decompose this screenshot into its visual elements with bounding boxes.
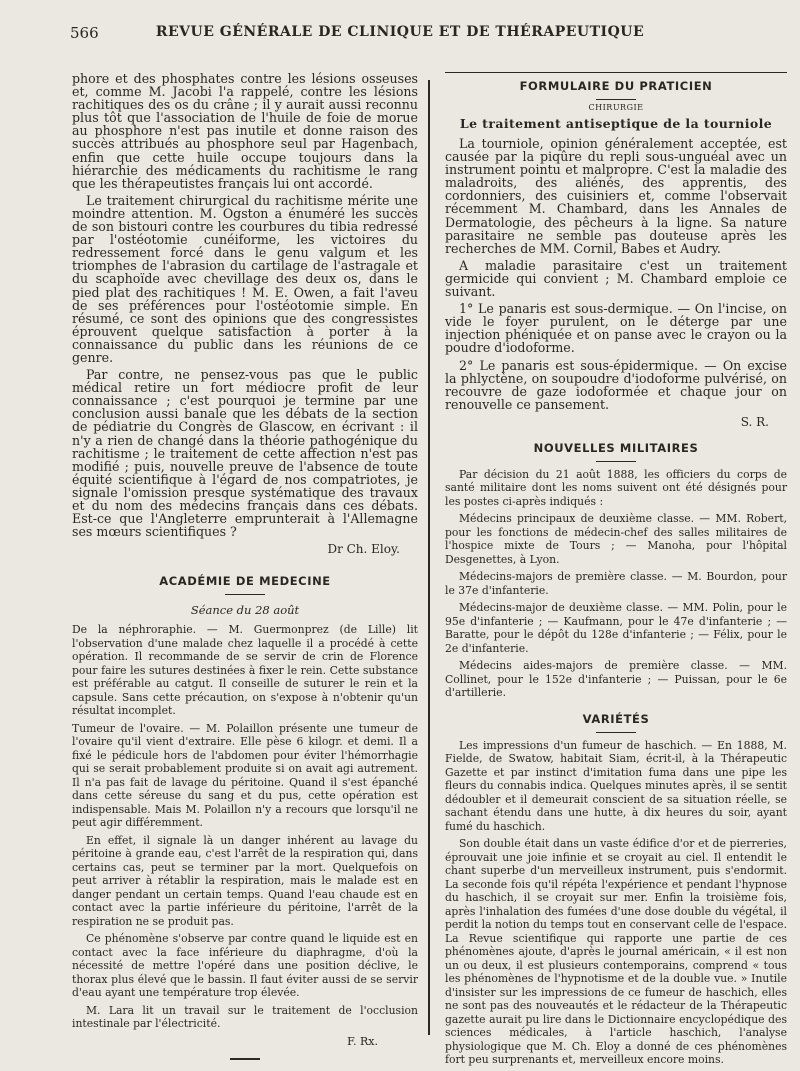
paragraph: La tourniole, opinion généralement acceptée, est causée par la piqûre du repli sous-unguéal avec un instrument pointu et malpropre. C'est la maladie des maladroits, des aliénés, des apprentis, des cordonniers, des cuisiniers et, comme l'observait récemment M. Chambard, dans les Annales de Dermatologie, des pêcheurs à la ligne. Sa nature parasitaire ne semble pas douteuse après les recherches de MM. Cornil, Babes et Audry. xyxy=(445,136,787,256)
section-heading-militaires: NOUVELLES MILITAIRES xyxy=(533,440,699,455)
paragraph: Son double était dans un vaste édifice d'or et de pierreries, éprouvait une joie infinie et se croyait au ciel. Il entendit le chant superbe d'un merveilleux instrument, puis s'endormit. La seconde fois qu'il répéta l'expérience et pendant l'hypnose du haschich, il se croyait sur mer. Enfin la troisième fois, après l'inhalation des fumées d'une dose double du végétal, il perdit la notion du temps tout en conservant celle de l'espace. La Revue scientifique qui rapporte une partie de ces phénomènes ajoute, d'après le journal américain, « il est non un ou deux, il est plusieurs contemporains, comprend « tous les phénomènes de l'hypnotisme et de la double vue. » Inutile d'insister sur les impressions de ce fumeur de haschich, elles ne sont pas des nouveautés et le rédacteur de la Thérapeutic gazette aurait pu lire dans le Dictionnaire encyclopédique des sciences médicales, à l'article haschich, l'analyse physiologique que M. Ch. Eloy a donné de ces phénomènes fort peu surprenants et, merveilleux encore moins. xyxy=(445,837,787,1067)
divider xyxy=(445,72,787,73)
paragraph: Le traitement chirurgical du rachitisme mérite une moindre attention. M. Ogston a énuméré les succès de son bistouri contre les courbures du tibia redressé par l'ostéotomie cunéiforme, les victoires du redressement forcé dans le genu valgum et les triomphes de l'abrasion du cartilage de l'astragale et du scaphoïde avec chevillage des deux os, dans le pied plat des rachitiques ! M. E. Owen, a fait l'aveu de ses préférences pour l'ostéotomie simple. En résumé, ce sont des opinions que des congressistes éprouvent quelque satisfaction à porter à la connaissance du public dans les réunions de ce genre. xyxy=(72,192,418,365)
paragraph: De la néphroraphie. — M. Guermonprez (de Lille) lit l'observation d'une malade chez laquelle il a procédé à cette opération. Il recommande de se servir de crin de Florence pour faire les sutures destinées à fixer le rein. Cette substance est préférable au catgut. Il conseille de suturer le rein et la capsule. Sans cette précaution, on s'expose à n'obtenir qu'un résultat incomplet. xyxy=(72,623,418,718)
paragraph: Médecins aides-majors de première classe. — MM. Collinet, pour le 152e d'infanterie ; — Puissan, pour le 6e d'artillerie. xyxy=(445,659,787,700)
end-ornament xyxy=(230,1058,260,1060)
left-column xyxy=(72,72,418,1060)
divider xyxy=(225,594,265,595)
signature: Dr Ch. Eloy. xyxy=(327,542,400,557)
article-title: Le traitement antiseptique de la tourniole xyxy=(459,116,773,131)
divider xyxy=(596,99,636,100)
divider xyxy=(596,732,636,733)
page-number: 566 xyxy=(70,24,99,42)
section-heading-formulaire: FORMULAIRE DU PRATICIEN xyxy=(519,79,713,93)
paragraph: Tumeur de l'ovaire. — M. Polaillon présente une tumeur de l'ovaire qu'il vient d'extraire. Elle pèse 6 kilogr. et demi. Il a fixé le pédicule hors de l'abdomen pour éviter l'hémorrhagie qui se serait probablement produite si on avait agi autrement. Il n'a pas fait de lavage du péritoine. Quand il s'est épanché dans cette séreuse du sang et du pus, cette opération est indispensable. Mais M. Polaillon n'y a recours que lorsqu'il ne peut agir différemment. xyxy=(72,721,418,830)
running-head: REVUE GÉNÉRALE DE CLINIQUE ET DE THÉRAPEUTIQUE xyxy=(155,24,645,40)
paragraph: Par contre, ne pensez-vous pas que le public médical retire un fort médiocre profit de leur connaissance ; c'est pourquoi je termine par une conclusion aussi banale que les débats de la section de pédiatrie du Congrès de Glascow, en écrivant : il n'y a rien de changé dans la théorie pathogénique du rachitisme ; le traitement de cette affection n'est pas modifié ; puis, nouvelle preuve de l'absence de toute équité scientifique à l'égard de nos compatriotes, je signale l'omission presque systématique des travaux et du nom des médecins français dans ces débats. Est-ce que l'Angleterre emprunterait à l'Allemagne ses mœurs scientifiques ? xyxy=(72,367,418,540)
paragraph: Par décision du 21 août 1888, les officiers du corps de santé militaire dont les noms suivent ont été désignés pour les postes ci-après indiqués : xyxy=(445,467,787,508)
signature: S. R. xyxy=(740,414,769,429)
paragraph: 2° Le panaris est sous-épidermique. — On excise la phlyctène, on soupoudre d'iodoforme pulvérisé, on recouvre de gaze iodoformée et chaque jour on renouvelle ce pansement. xyxy=(445,357,787,412)
divider xyxy=(596,461,636,462)
paragraph: En effet, il signale là un danger inhérent au lavage du péritoine à grande eau, c'est l'arrêt de la respiration qui, dans certains cas, peut se terminer par la mort. Quelquefois on peut arriver à rétablir la respiration, mais le malade est en danger pendant un certain temps. Quand l'eau chaude est en contact avec la partie inférieure du péritoine, l'arrêt de la respiration ne se produit pas. xyxy=(72,833,418,928)
signature: F. Rx. xyxy=(347,1034,378,1048)
section-heading-varietes: VARIÉTÉS xyxy=(582,711,650,726)
paragraph: Ce phénomène s'observe par contre quand le liquide est en contact avec la face inférieure du diaphragme, d'où la nécessité de mettre l'opéré dans une position déclive, le thorax plus élevé que le bassin. Il faut éviter aussi de se servir d'eau ayant une température trop élevée. xyxy=(72,932,418,1000)
paragraph: phore et des phosphates contre les lésions osseuses et, comme M. Jacobi l'a rappelé, contre les lésions rachitiques des os du crâne ; il y aurait aussi reconnu plus tôt que l'association de l'huile de foie de morue au phosphore n'est pas inutile et donne raison des succès attribués au phosphore seul par Hagenbach, enfin que cette huile occupe toujours dans la hiérarchie des médicaments du rachitisme le rang que les thérapeutistes français lui ont accordé. xyxy=(72,71,418,191)
seance-date: Séance du 28 août xyxy=(190,603,300,618)
paragraph: M. Lara lit un travail sur le traitement de l'occlusion intestinale par l'électricité. xyxy=(72,1003,418,1031)
subsection-label: CHIRURGIE xyxy=(588,103,644,112)
column-divider xyxy=(428,80,430,1035)
paragraph: 1° Le panaris est sous-dermique. — On l'incise, on vide le foyer purulent, on le déterge par une injection phéniquée et on panse avec le crayon ou la poudre d'iodoforme. xyxy=(445,301,787,356)
section-heading-academie: ACADÉMIE DE MEDECINE xyxy=(159,574,331,589)
paragraph: Médecins-major de deuxième classe. — MM. Polin, pour le 95e d'infanterie ; — Kaufmann, pour le 47e d'infanterie ; — Baratte, pour le dépôt du 128e d'infanterie ; — Félix, pour le 2e d'infanterie. xyxy=(445,601,787,655)
paragraph: Médecins principaux de deuxième classe. — MM. Robert, pour les fonctions de médecin-chef des salles militaires de l'hospice mixte de Tours ; — Manoha, pour l'hôpital Desgenettes, à Lyon. xyxy=(445,512,787,566)
paragraph: A maladie parasitaire c'est un traitement germicide qui convient ; M. Chambard emploie ce suivant. xyxy=(445,257,787,300)
paragraph: Les impressions d'un fumeur de haschich. — En 1888, M. Fielde, de Swatow, habitait Siam, écrit-il, à la Thérapeutic Gazette et par instinct d'imitation fuma dans une pipe les fleurs du connabis indica. Quelques minutes après, il se sentit dédoubler et il demeurait conscient de sa situation réelle, se sachant étendu dans une hutte, à dix heures du soir, ayant fumé du haschich. xyxy=(445,738,787,833)
paragraph: Médecins-majors de première classe. — M. Bourdon, pour le 37e d'infanterie. xyxy=(445,570,787,597)
right-column xyxy=(445,72,787,1071)
